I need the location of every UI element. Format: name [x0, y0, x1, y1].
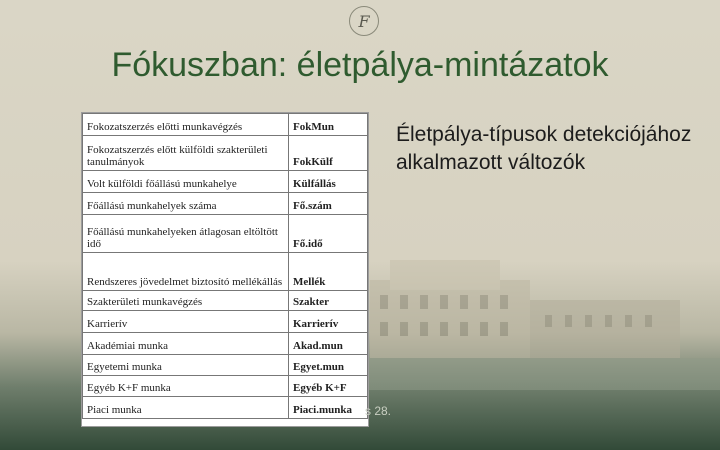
variable-code: Fő.szám: [289, 193, 368, 215]
table-row: [83, 171, 368, 193]
variable-code: FokKülf: [289, 136, 368, 171]
slide-footer: s 28.: [365, 404, 392, 418]
variable-code: Mellék: [289, 253, 368, 291]
slide-title: Fókuszban: életpálya-mintázatok: [111, 46, 609, 84]
variable-code: Egyéb K+F: [289, 376, 368, 397]
variable-code: Szakter: [289, 291, 368, 311]
variable-label: Szakterületi munkavégzés: [83, 291, 289, 311]
variables-table: [81, 112, 369, 427]
variable-label: Volt külföldi főállású munkahelye: [83, 171, 289, 193]
variable-label: Akadémiai munka: [83, 333, 289, 355]
variable-code: Egyet.mun: [289, 355, 368, 376]
variable-code: Akad.mun: [289, 333, 368, 355]
variable-label: Egyéb K+F munka: [83, 376, 289, 397]
table-row: [83, 397, 368, 419]
table-row: [83, 253, 368, 291]
table-row: [83, 136, 368, 171]
table-row: [83, 291, 368, 311]
variable-label: Karrierív: [83, 311, 289, 333]
variable-code: Piaci.munka: [289, 397, 368, 419]
table-row: [83, 193, 368, 215]
variable-code: Külfállás: [289, 171, 368, 193]
variable-label: Rendszeres jövedelmet biztosító mellékállás: [83, 253, 289, 291]
variable-code: FokMun: [289, 114, 368, 136]
variable-code: Fő.idő: [289, 215, 368, 253]
variable-label: Egyetemi munka: [83, 355, 289, 376]
variable-label: Főállású munkahelyeken átlagosan eltöltött idő: [83, 215, 289, 253]
variable-label: Fokozatszerzés előtt külföldi szakterületi tanulmányok: [83, 136, 289, 171]
slide-description: Életpálya-típusok detekciójához alkalmazott változók: [396, 123, 692, 174]
background-building-image: [330, 240, 720, 390]
table-row: [83, 355, 368, 376]
table-row: [83, 311, 368, 333]
variable-code: Karrierív: [289, 311, 368, 333]
variable-label: Piaci munka: [83, 397, 289, 419]
table-row: [83, 215, 368, 253]
table-row: [83, 114, 368, 136]
table-row: [83, 333, 368, 355]
table-row: [83, 376, 368, 397]
variable-label: Fokozatszerzés előtti munkavégzés: [83, 114, 289, 136]
logo-emblem: F: [349, 6, 379, 36]
variable-label: Főállású munkahelyek száma: [83, 193, 289, 215]
